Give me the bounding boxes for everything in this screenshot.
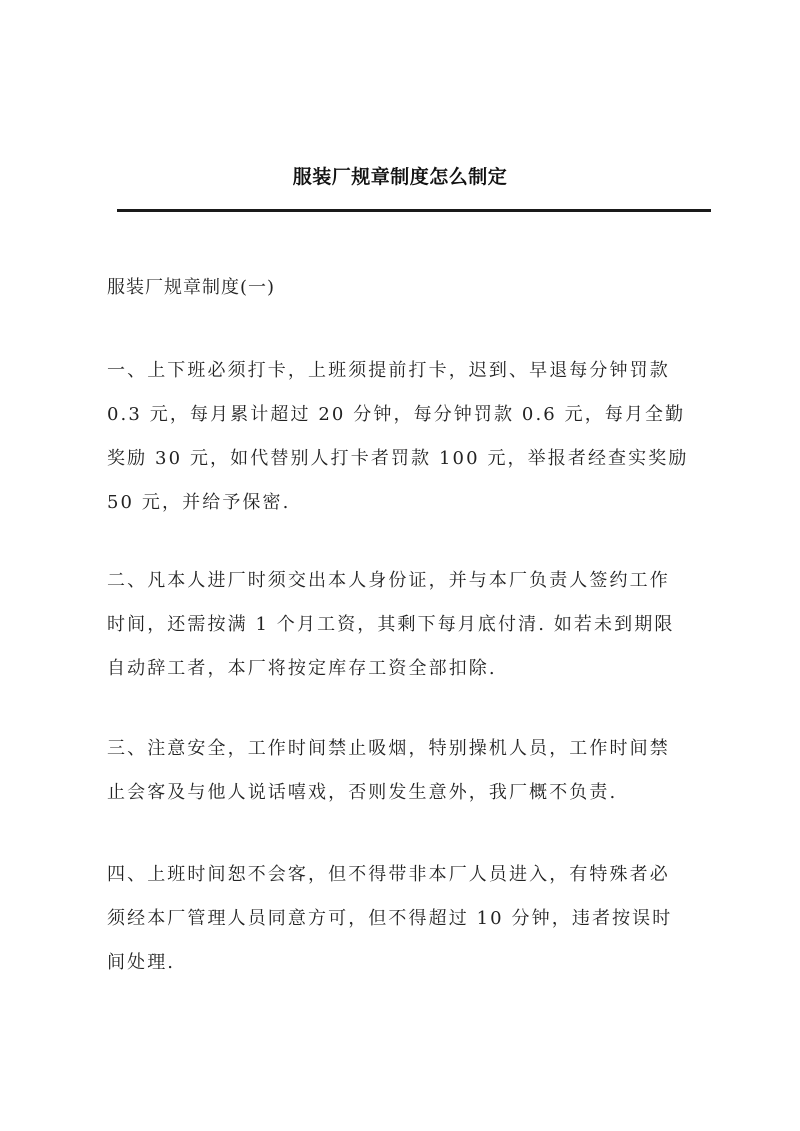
paragraph-1	[107, 349, 707, 525]
paragraph-line: 止会客及与他人说话嘻戏，否则发生意外，我厂概不负责.	[107, 782, 618, 803]
paragraph-line: 时间，还需按满 1 个月工资，其剩下每月底付清. 如若未到期限	[107, 614, 675, 635]
paragraph-line: 三、注意安全，工作时间禁止吸烟，特别操机人员，工作时间禁	[107, 738, 670, 759]
paragraph-3	[107, 727, 707, 815]
section-heading: 服装厂规章制度(一)	[107, 277, 276, 298]
document-title: 服装厂规章制度怎么制定	[292, 166, 508, 188]
title-divider	[117, 209, 711, 212]
paragraph-line: 二、凡本人进厂时须交出本人身份证，并与本厂负责人签约工作	[107, 570, 670, 591]
paragraph-4	[107, 853, 707, 985]
paragraph-line: 间处理.	[107, 952, 176, 973]
paragraph-line: 奖励 30 元，如代替别人打卡者罚款 100 元，举报者经查实奖励	[107, 448, 689, 469]
paragraph-line: 自动辞工者，本厂将按定库存工资全部扣除.	[107, 658, 497, 679]
paragraph-2	[107, 559, 707, 691]
paragraph-line: 50 元，并给予保密.	[107, 492, 291, 513]
paragraph-line: 0.3 元，每月累计超过 20 分钟，每分钟罚款 0.6 元，每月全勤	[107, 404, 686, 425]
paragraph-line: 四、上班时间恕不会客，但不得带非本厂人员进入，有特殊者必	[107, 864, 670, 885]
paragraph-line: 一、上下班必须打卡，上班须提前打卡，迟到、早退每分钟罚款	[107, 360, 670, 381]
paragraph-line: 须经本厂管理人员同意方可，但不得超过 10 分钟，违者按误时	[107, 908, 673, 929]
